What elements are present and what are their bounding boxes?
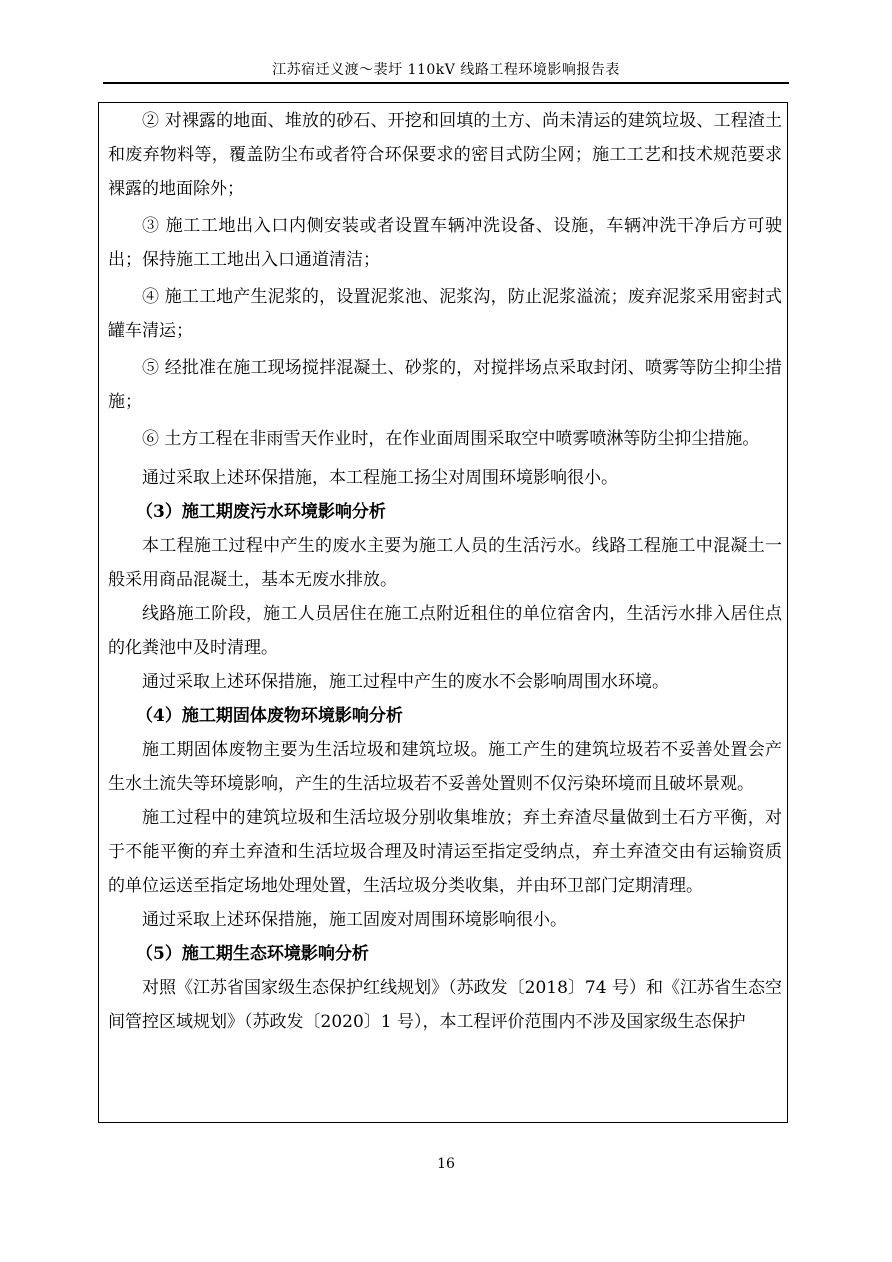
paragraph-wastewater-handling: 线路施工阶段，施工人员居住在施工点附近租住的单位宿舍内，生活污水排入居住点的化粪池中及时清理。: [108, 604, 782, 658]
paragraph-dust-conclusion: 通过采取上述环保措施，本工程施工扬尘对周围环境影响很小。: [142, 468, 618, 488]
paragraph-vehicle-wash: ③ 施工工地出入口内侧安装或者设置车辆冲洗设备、设施，车辆冲洗干净后方可驶出；保持施工工地出入口通道清洁；: [108, 216, 782, 270]
paragraph-ecology: 对照《江苏省国家级生态保护红线规划》（苏政发〔2018〕74 号）和《江苏省生态空间管控区域规划》（苏政发〔2020〕1 号），本工程评价范围内不涉及国家级生态保护: [108, 978, 782, 1032]
header-divider: [103, 82, 789, 84]
page-number: 16: [437, 1156, 455, 1172]
section-heading-ecology: （5）施工期生态环境影响分析: [136, 944, 369, 964]
paragraph-mud-slurry: ④ 施工工地产生泥浆的，设置泥浆池、泥浆沟，防止泥浆溢流；废弃泥浆采用密封式罐车清运；: [108, 287, 782, 341]
section-heading-solid-waste: （4）施工期固体废物环境影响分析: [136, 706, 403, 726]
document-body: [108, 104, 782, 1039]
section-heading-wastewater: （3）施工期废污水环境影响分析: [136, 502, 386, 522]
paragraph-solid-waste-source: 施工期固体废物主要为生活垃圾和建筑垃圾。施工产生的建筑垃圾若不妥善处置会产生水土流失等环境影响，产生的生活垃圾若不妥善处置则不仅污染环境而且破坏景观。: [108, 740, 782, 794]
paragraph-wastewater-conclusion: 通过采取上述环保措施，施工过程中产生的废水不会影响周围水环境。: [142, 672, 669, 692]
page-header-title: 江苏宿迁义渡～裴圩 110kV 线路工程环境影响报告表: [272, 62, 620, 78]
paragraph-dust-cover: ② 对裸露的地面、堆放的砂石、开挖和回填的土方、尚未清运的建筑垃圾、工程渣土和废弃物料等，覆盖防尘布或者符合环保要求的密目式防尘网；施工工艺和技术规范要求裸露的地面除外；: [108, 111, 782, 199]
paragraph-solid-waste-handling: 施工过程中的建筑垃圾和生活垃圾分别收集堆放；弃土弃渣尽量做到土石方平衡，对于不能平衡的弃土弃渣和生活垃圾合理及时清运至指定受纳点，弃土弃渣交由有运输资质的单位运送至指定场地处理处置，生活垃圾分类收集，并由环卫部门定期清理。: [108, 808, 782, 896]
paragraph-earthwork-spray: ⑥ 土方工程在非雨雪天作业时，在作业面周围采取空中喷雾喷淋等防尘抑尘措施。: [142, 429, 760, 449]
paragraph-wastewater-source: 本工程施工过程中产生的废水主要为施工人员的生活污水。线路工程施工中混凝土一般采用商品混凝土，基本无废水排放。: [108, 536, 782, 590]
paragraph-concrete-mixing: ⑤ 经批准在施工现场搅拌混凝土、砂浆的，对搅拌场点采取封闭、喷雾等防尘抑尘措施；: [108, 358, 782, 412]
paragraph-solid-waste-conclusion: 通过采取上述环保措施，施工固废对周围环境影响很小。: [142, 910, 567, 930]
